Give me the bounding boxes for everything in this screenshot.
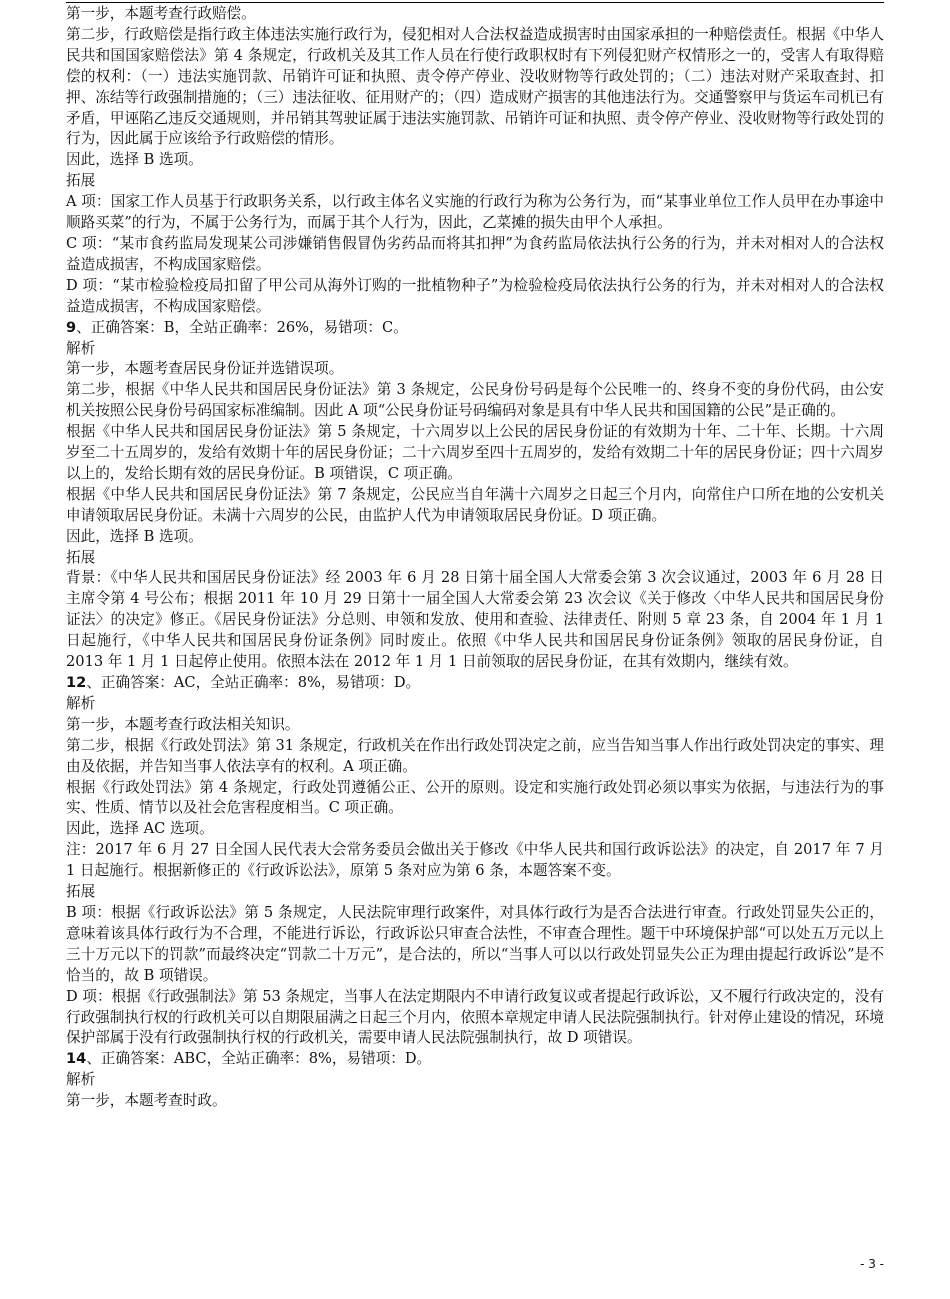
paragraph: B 项：根据《行政诉讼法》第 5 条规定，人民法院审理行政案件，对具体行政行为是否合法进行审查。行政处罚显失公正的，意味着该具体行政行为不合理，不能进行诉讼，行政诉讼只审查合法性，不审查合理性。题干中环境保护部“可以处五万元以上三十万元以下的罚款”而最终决定“罚款二十万元”，是合法的，所以“当事人可以以行政处罚显失公正为理由提起行政诉讼”是不恰当的，故 B 项错误。 (66, 903, 884, 984)
paragraph: 解析 (66, 1071, 96, 1089)
paragraph: 解析 (66, 694, 96, 712)
paragraph: D 项：“某市检验检疫局扣留了甲公司从海外订购的一批植物种子”为检验检疫局依法执行公务的行为，并未对相对人的合法权益造成损害，不构成国家赔偿。 (66, 276, 884, 315)
paragraph: 拓展 (66, 172, 96, 190)
paragraph: 因此，选择 B 选项。 (66, 151, 203, 169)
paragraph: 背景：《中华人民共和国居民身份证法》经 2003 年 6 月 28 日第十届全国人大常委会第 3 次会议通过，2003 年 6 月 28 日主席令第 4 号公布；根据 2011 年 10 月 29 日第十一届全国人大常委会第 23 次会议《关于修改〈中华人民共和国居民身份证法〉的决定》修正。《居民身份证法》分总则、申领和发放、使用和查验、法律责任、附则 5 章 23 条，自 2004 年 1 月 1 日起施行，《中华人民共和国居民身份证条例》同时废止。依照《中华人民共和国居民身份证条例》领取的居民身份证，自 2013 年 1 月 1 日起停止使用。依照本法在 2012 年 1 月 1 日前领取的居民身份证，在其有效期内，继续有效。 (66, 569, 884, 671)
paragraph: 解析 (66, 339, 96, 357)
paragraph: 第一步，本题考查行政赔偿。 (66, 5, 256, 22)
answer-line (66, 673, 884, 694)
paragraph: 第一步，本题考查时政。 (66, 1092, 227, 1110)
answer-text: 、正确答案：ABC，全站正确率：8%，易错项：D。 (86, 1050, 432, 1068)
answer-text: 、正确答案：B，全站正确率：26%，易错项：C。 (76, 318, 408, 336)
paragraph: 第二步，根据《中华人民共和国居民身份证法》第 3 条规定，公民身份号码是每个公民唯一的、终身不变的身份代码，由公安机关按照公民身份号码国家标准编制。因此 A 项“公民身份证号码编码对象是具有中华人民共和国国籍的公民”是正确的。 (66, 381, 884, 420)
paragraph: 因此，选择 AC 选项。 (66, 820, 214, 838)
answer-text: 、正确答案：AC，全站正确率：8%，易错项：D。 (86, 674, 421, 691)
paragraph: 根据《中华人民共和国居民身份证法》第 5 条规定，十六周岁以上公民的居民身份证的有效期为十年、二十年、长期。十六周岁至二十五周岁的，发给有效期十年的居民身份证；二十六周岁至四十五周岁的，发给有效期二十年的居民身份证；四十六周岁以上的，发给长期有效的居民身份证。B 项错误，C 项正确。 (66, 423, 884, 482)
paragraph: 第二步，行政赔偿是指行政主体违法实施行政行为，侵犯相对人合法权益造成损害时由国家承担的一种赔偿责任。根据《中华人民共和国国家赔偿法》第 4 条规定，行政机关及其工作人员在行使行政职权时有下列侵犯财产权情形之一的，受害人有取得赔偿的权利：（一）违法实施罚款、吊销许可证和执照、责令停产停业、没收财物等行政处罚的；（二）违法对财产采取查封、扣押、冻结等行政强制措施的；（三）违法征收、征用财产的；（四）造成财产损害的其他违法行为。交通警察甲与货运车司机已有矛盾，甲诬陷乙违反交通规则，并吊销其驾驶证属于违法实施罚款、吊销许可证和执照、责令停产停业、没收财物等行政处罚的行为，因此属于应该给予行政赔偿的情形。 (66, 25, 884, 148)
paragraph: A 项：国家工作人员基于行政职务关系，以行政主体名义实施的行政行为称为公务行为，而“某事业单位工作人员甲在办事途中顺路买菜”的行为，不属于公务行为，而属于其个人行为，因此，乙菜摊的损失由甲个人承担。 (66, 193, 884, 232)
paragraph: D 项：根据《行政强制法》第 53 条规定，当事人在法定期限内不申请行政复议或者提起行政诉讼，又不履行行政决定的，没有行政强制执行权的行政机关可以自期限届满之日起三个月内，依照本章规定申请人民法院强制执行。针对停止建设的情况，环境保护部属于没有行政强制执行权的行政机关，需要申请人民法院强制执行，故 D 项错误。 (66, 987, 884, 1047)
paragraph: C 项：“某市食药监局发现某公司涉嫌销售假冒伪劣药品而将其扣押”为食药监局依法执行公务的行为，并未对相对人的合法权益造成损害，不构成国家赔偿。 (66, 234, 884, 273)
question-number: 12 (66, 674, 87, 691)
paragraph: 根据《中华人民共和国居民身份证法》第 7 条规定，公民应当自年满十六周岁之日起三个月内，向常住户口所在地的公安机关申请领取居民身份证。未满十六周岁的公民，由监护人代为申请领取居民身份证。D 项正确。 (66, 485, 884, 524)
paragraph: 根据《行政处罚法》第 4 条规定，行政处罚遵循公正、公开的原则。设定和实施行政处罚必须以事实为依据，与违法行为的事实、性质、情节以及社会危害程度相当。C 项正确。 (66, 778, 884, 817)
paragraph: 第二步，根据《行政处罚法》第 31 条规定，行政机关在作出行政处罚决定之前，应当告知当事人作出行政处罚决定的事实、理由及依据，并告知当事人依法享有的权利。A 项正确。 (66, 736, 884, 775)
question-number: 14 (66, 1050, 87, 1068)
page-number: - 3 - (860, 1257, 884, 1271)
paragraph: 拓展 (66, 883, 96, 901)
answer-line (66, 318, 884, 339)
document-body (66, 4, 884, 1112)
paragraph: 注：2017 年 6 月 27 日全国人民代表大会常务委员会做出关于修改《中华人民共和国行政诉讼法》的决定，自 2017 年 7 月 1 日起施行。根据新修正的《行政诉讼法》，原第 5 条对应为第 6 条，本题答案不变。 (66, 841, 884, 880)
answer-line (66, 1049, 884, 1070)
question-number: 9 (66, 318, 77, 336)
paragraph: 第一步，本题考查居民身份证并选错误项。 (66, 360, 344, 378)
paragraph: 第一步，本题考查行政法相关知识。 (66, 715, 300, 733)
paragraph: 因此，选择 B 选项。 (66, 527, 203, 545)
paragraph: 拓展 (66, 548, 96, 566)
top-rule (66, 2, 884, 3)
